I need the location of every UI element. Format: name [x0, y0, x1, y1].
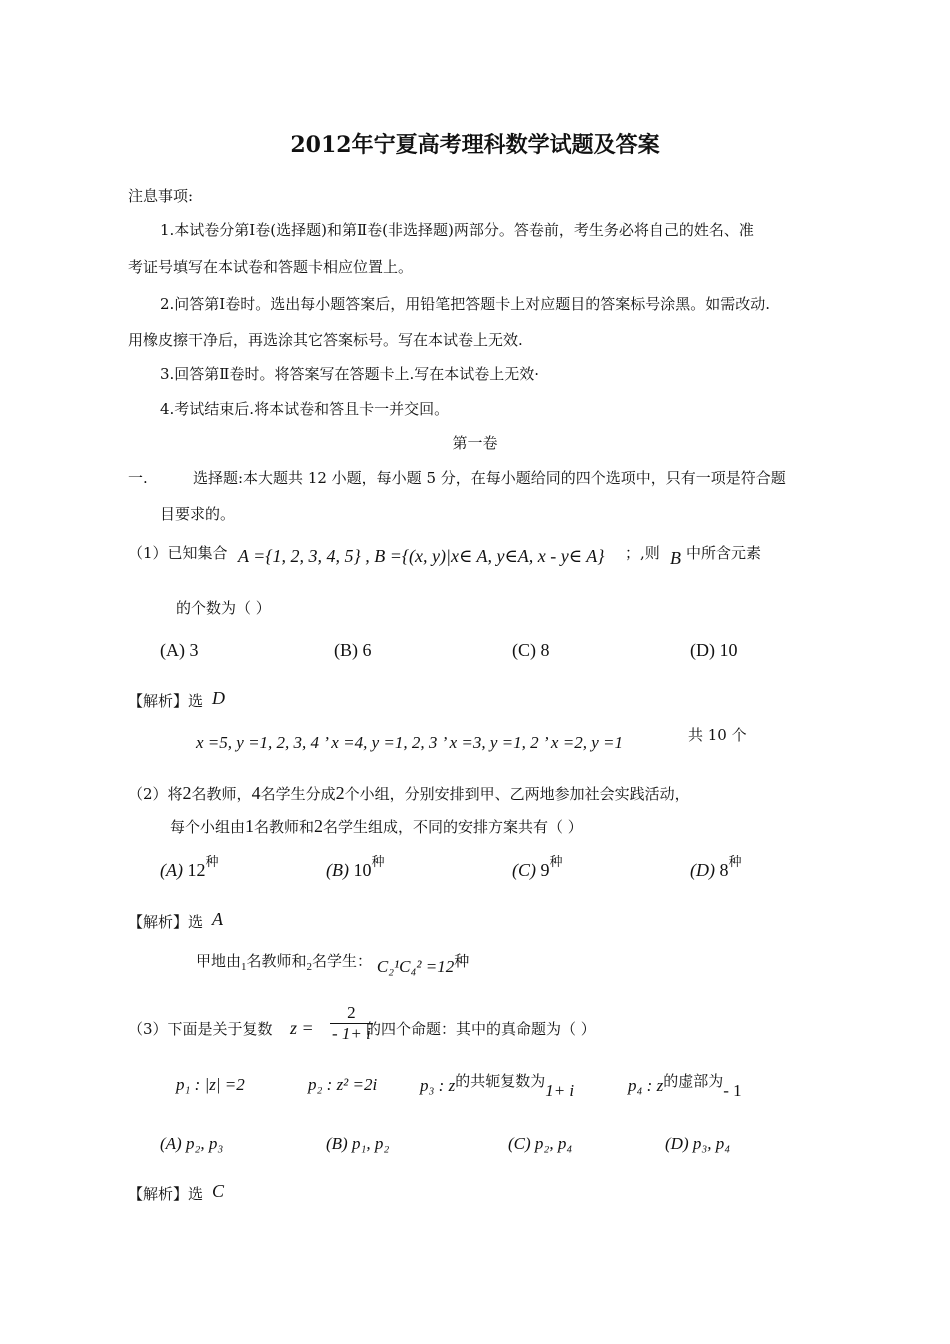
notice-item-3: 3.回答第Ⅱ卷时。将答案写在答题卡上.写在本试卷上无效·: [160, 365, 540, 383]
q3-answer: C: [212, 1181, 225, 1201]
q2-option-a: (A) $12^种$: [160, 854, 219, 880]
q3-option-c: (C) p₂, p₄: [508, 1134, 573, 1153]
q3-fraction: $\frac{2}{- 1+ i}$: [332, 1003, 371, 1043]
q3-proposition-3: p₃ : z的共轭复数为1+ i: [420, 1072, 575, 1100]
q1-work-suffix: 共 10 个: [688, 726, 747, 744]
q1-option-b: (B) 6: [334, 640, 372, 660]
q1-analysis-label: 【解析】选: [128, 692, 204, 710]
q2-answer: A: [212, 909, 223, 929]
q1-answer: D: [212, 688, 225, 708]
q2-line-1: （2）将2名教师，4名学生分成2个小组，分别安排到甲、乙两地参加社会实践活动，: [128, 783, 690, 803]
q1-suffix: 中所含元素: [686, 544, 762, 562]
q1-option-c: (C) 8: [512, 640, 550, 660]
q2-option-c: (C) $9^种$: [512, 854, 563, 880]
q1-separator: ；,则: [625, 544, 660, 562]
notice-item-2-line-2: 用橡皮擦干净后，再选涂其它答案标号。写在本试卷上无效.: [128, 331, 523, 349]
q3-prefix: （3）下面是关于复数: [128, 1020, 273, 1038]
q3-proposition-2: p₂ : z² =2i: [308, 1075, 378, 1094]
page-title: 2012年宁夏高考理科数学试题及答案: [290, 132, 660, 158]
q3-option-a: (A) p₂, p₃: [160, 1134, 224, 1153]
q2-option-d: (D) $8^种$: [690, 854, 742, 880]
q1-prefix: （1）已知集合: [128, 544, 228, 562]
section-instructions-line-2: 目要求的。: [160, 505, 236, 523]
notice-heading: 注息事项:: [128, 187, 194, 205]
q2-work: 甲地由$_1$名教师和$_2$名学生： C₂¹C₄² =12种: [196, 952, 470, 976]
q3-analysis-label: 【解析】选: [128, 1185, 204, 1203]
notice-item-4: 4.考试结束后.将本试卷和答且卡一并交回。: [160, 400, 450, 418]
q1-line-2: 的个数为（ ）: [176, 599, 271, 617]
section-number: 一.: [128, 469, 148, 487]
notice-item-1-line-2: 考证号填写在本试卷和答题卡相应位置上。: [128, 258, 414, 276]
q2-analysis-label: 【解析】选: [128, 913, 204, 931]
q3-z-equals: z =: [290, 1018, 314, 1038]
notice-item-2-line-1: 2.问答第Ⅰ卷时。选出每小题答案后，用铅笔把答题卡上对应题目的答案标号涂黑。如需改动.: [160, 295, 771, 313]
q3-option-d: (D) p₃, p₄: [665, 1134, 731, 1153]
q3-proposition-1: p₁ : |z| =2: [176, 1075, 245, 1094]
q3-option-b: (B) p₁, p₂: [326, 1134, 390, 1153]
q1-work: x =5, y =1, 2, 3, 4 ’ x =4, y =1, 2, 3 ’ x =3, y =1, 2 ’ x =2, y =1: [196, 733, 623, 752]
q3-suffix: 的四个命题：其中的真命题为（ ）: [366, 1020, 596, 1038]
q1-option-d: (D) 10: [690, 640, 738, 660]
notice-item-1-line-1: 1.本试卷分第Ⅰ卷(选择题)和第Ⅱ卷(非选择题)两部分。答卷前，考生务必将自己的姓名、准: [160, 221, 754, 239]
q2-line-2: 每个小组由1名教师和2名学生组成，不同的安排方案共有（ ）: [170, 816, 583, 836]
section-instructions-line-1: 选择题:本大题共 12 小题，每小题 5 分，在每小题给同的四个选项中，只有一项是符合题: [193, 469, 786, 487]
q3-proposition-4: p₄ : z的虚部为- 1: [628, 1072, 742, 1100]
q1-set-b: B: [670, 548, 681, 568]
q2-option-b: (B) $10^种$: [326, 854, 385, 880]
volume-title: 第一卷: [452, 434, 498, 452]
q1-set-definition: A ={1, 2, 3, 4, 5} , B ={(x, y)|x∈ A, y∈A, x - y∈ A}: [238, 546, 605, 566]
q1-option-a: (A) 3: [160, 640, 199, 660]
